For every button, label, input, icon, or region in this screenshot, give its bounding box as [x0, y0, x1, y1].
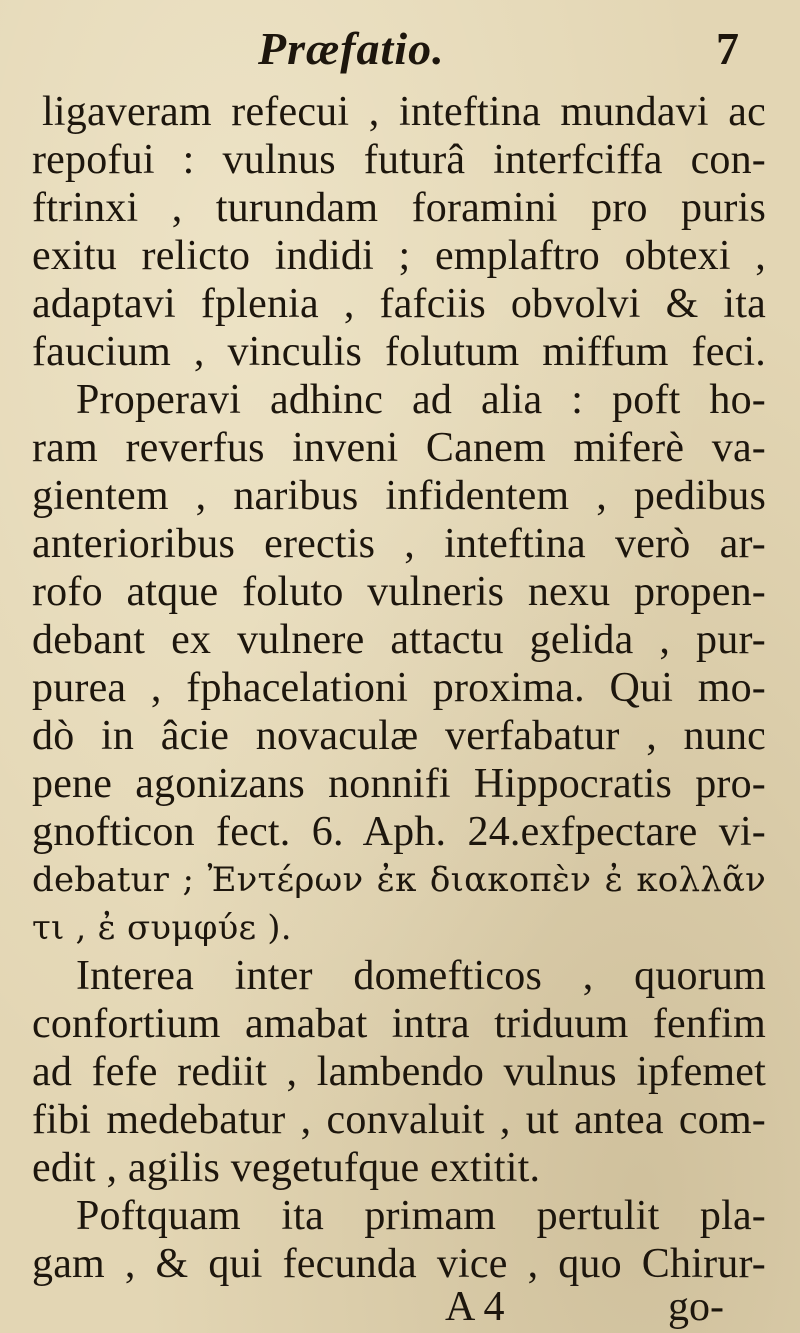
text-line-23: edit , agilis vegetufque extitit. [32, 1145, 541, 1191]
page-number: 7 [716, 23, 739, 74]
text-line-10: anterioribus erectis , inteftina verò ar- [32, 521, 766, 567]
text-line-12: debant ex vulnere attactu gelida , pur- [32, 617, 766, 663]
text-line-1: ligaveram refecui , inteftina mundavi ac [42, 89, 766, 135]
text-line-21: ad fefe rediit , lambendo vulnus ipfemet [32, 1049, 766, 1095]
signature-mark: A 4 [445, 1284, 505, 1330]
text-line-2: repofui : vulnus futurâ interfciffa con- [32, 137, 766, 183]
text-line-20: confortium amabat intra triduum fenfim [32, 1001, 766, 1047]
text-line-11: rofo atque foluto vulneris nexu propen- [32, 569, 766, 615]
page-footer [0, 1283, 800, 1331]
text-line-24: Poftquam ita primam pertulit pla- [76, 1193, 766, 1239]
text-line-8: ram reverfus inveni Canem miferè va- [32, 425, 766, 471]
running-title: Præfatio. [258, 23, 445, 74]
catchword: go- [668, 1284, 724, 1330]
text-line-7: Properavi adhinc ad alia : poft ho- [76, 377, 766, 423]
text-line-9: gientem , naribus infidentem , pedibus [32, 473, 766, 519]
text-line-17-greek: debatur ; Ἐντέρων ἐκ διακοπὲν ἐ κολλᾶν [32, 860, 766, 900]
text-line-4: exitu relicto indidi ; emplaftro obtexi , [32, 233, 766, 279]
text-line-18-greek: τι , ἐ συμφύε ). [32, 908, 292, 948]
text-line-5: adaptavi fplenia , fafciis obvolvi & ita [32, 281, 766, 327]
text-line-13: purea , fphacelationi proxima. Qui mo- [32, 665, 766, 711]
text-line-15: pene agonizans nonnifi Hippocratis pro- [32, 761, 766, 807]
text-line-25: gam , & qui fecunda vice , quo Chirur- [32, 1241, 766, 1287]
text-line-6: faucium , vinculis folutum miffum feci. [32, 329, 766, 375]
text-line-22: fibi medebatur , convaluit , ut antea com- [32, 1097, 766, 1143]
text-line-3: ftrinxi , turundam foramini pro puris [32, 185, 766, 231]
text-line-14: dò in âcie novaculæ verfabatur , nunc [32, 713, 766, 759]
text-line-19: Interea inter domefticos , quorum [76, 953, 766, 999]
running-head [0, 14, 800, 74]
text-line-16: gnofticon fect. 6. Aph. 24.exfpectare vi- [32, 809, 766, 855]
